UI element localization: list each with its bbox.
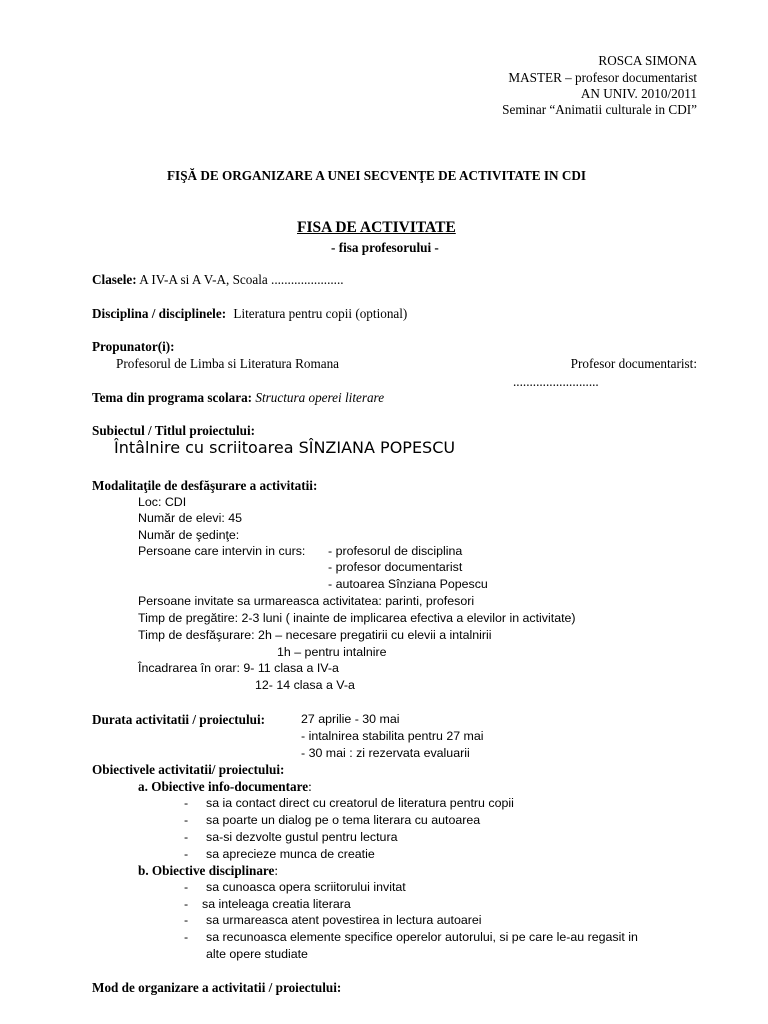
- obiective-a-colon: :: [308, 779, 312, 794]
- incadrare-orar: Încadrarea în orar: 9- 11 clasa a IV-a: [138, 661, 339, 675]
- academic-year: AN UNIV. 2010/2011: [580, 86, 697, 101]
- bullet-dash: -: [184, 813, 189, 827]
- obiectiv-a-2: sa poarte un dialog pe o tema literara cu autoarea: [206, 813, 481, 827]
- obiectiv-a-3: sa-si dezvolte gustul pentru lectura: [206, 830, 398, 844]
- tema-value: Structura operei literare: [255, 390, 385, 405]
- disciplina-label: Disciplina / disciplinele:: [92, 306, 227, 321]
- form-subtitle: - fisa profesorului -: [331, 240, 439, 255]
- persoane-label: Persoane care intervin in curs:: [138, 544, 306, 558]
- main-title: FIŞĂ DE ORGANIZARE A UNEI SECVENŢE DE ACTIVITATE IN CDI: [167, 168, 587, 183]
- bullet-dash: -: [184, 897, 189, 911]
- bullet-dash: -: [184, 913, 189, 927]
- durata-value: 27 aprilie - 30 mai: [301, 712, 400, 726]
- durata-label: Durata activitatii / proiectului:: [92, 712, 266, 727]
- propunator-left: Profesorul de Limba si Literatura Romana: [116, 356, 340, 371]
- obiectiv-b-4-cont: alte opere studiate: [206, 947, 308, 961]
- numar-elevi: Număr de elevi: 45: [138, 511, 242, 525]
- tema-label: Tema din programa scolara:: [92, 390, 253, 405]
- obiectiv-a-4: sa aprecieze munca de creatie: [206, 847, 375, 861]
- timp-desfasurare: Timp de desfăşurare: 2h – necesare pregatirii cu elevii a intalnirii: [138, 628, 492, 642]
- bullet-dash: -: [184, 930, 189, 944]
- obiective-a-label: a. Obiective info-documentare: [138, 779, 309, 794]
- disciplina-row: [92, 307, 407, 320]
- obiectiv-a-1: sa ia contact direct cu creatorul de literatura pentru copii: [206, 796, 514, 810]
- tema-row: [92, 391, 384, 404]
- seminar-name: Seminar “Animatii culturale in CDI”: [502, 102, 697, 117]
- bullet-dash: -: [184, 880, 189, 894]
- durata-line3: - 30 mai : zi rezervata evaluarii: [301, 746, 470, 760]
- clasele-value: A IV-A si A V-A, Scoala ......................: [139, 272, 344, 287]
- timp-desfasurare-2: 1h – pentru intalnire: [277, 645, 387, 659]
- bullet-dash: -: [184, 830, 189, 844]
- obiective-b-colon: :: [274, 863, 279, 878]
- persoane-3: - autoarea Sînziana Popescu: [328, 577, 488, 591]
- form-title: FISA DE ACTIVITATE: [297, 219, 456, 236]
- durata-line2: - intalnirea stabilita pentru 27 mai: [301, 729, 484, 743]
- persoane-1: - profesorul de disciplina: [328, 544, 463, 558]
- persoane-2: - profesor documentarist: [328, 560, 463, 574]
- obiectiv-b-3: sa urmareasca atent povestirea in lectura autoarei: [206, 913, 482, 927]
- obiectiv-b-4: sa recunoasca elemente specifice operelor autorului, si pe care le-au regasit in: [206, 930, 638, 944]
- bullet-dash: -: [184, 847, 189, 861]
- timp-pregatire: Timp de pregătire: 2-3 luni ( inainte de implicarea efectiva a elevilor in activitate): [138, 611, 576, 625]
- modalitati-label: Modalitaţile de desfăşurare a activitatii:: [92, 478, 318, 493]
- incadrare-orar-2: 12- 14 clasa a V-a: [255, 678, 355, 692]
- obiective-b-label: b. Obiective disciplinare: [138, 863, 275, 878]
- obiective-a-row: [138, 780, 312, 793]
- obiective-label: Obiectivele activitatii/ proiectului:: [92, 762, 285, 777]
- author-name: ROSCA SIMONA: [598, 53, 697, 68]
- mod-organizare-label: Mod de organizare a activitatii / proiectului:: [92, 980, 342, 995]
- obiectiv-b-1: sa cunoasca opera scriitorului invitat: [206, 880, 406, 894]
- disciplina-value: Literatura pentru copii (optional): [233, 306, 408, 321]
- author-program: MASTER – profesor documentarist: [508, 70, 697, 85]
- persoane-invitate: Persoane invitate sa urmareasca activitatea: parinti, profesori: [138, 594, 475, 608]
- propunator-right: Profesor documentarist:: [570, 356, 697, 371]
- clasele-row: [92, 273, 344, 286]
- loc: Loc: CDI: [138, 495, 187, 509]
- subiect-label: Subiectul / Titlul proiectului:: [92, 423, 256, 438]
- bullet-dash: -: [184, 796, 189, 810]
- obiective-b-row: [138, 864, 278, 877]
- clasele-label: Clasele:: [92, 272, 137, 287]
- numar-sedinte: Număr de şedinţe:: [138, 528, 240, 542]
- subiect-value: Întâlnire cu scriitoarea SÎNZIANA POPESCU: [114, 438, 456, 457]
- obiectiv-b-2: sa inteleaga creatia literara: [202, 897, 351, 911]
- propunator-label: Propunator(i):: [92, 339, 175, 354]
- propunator-dots: ..........................: [513, 374, 599, 389]
